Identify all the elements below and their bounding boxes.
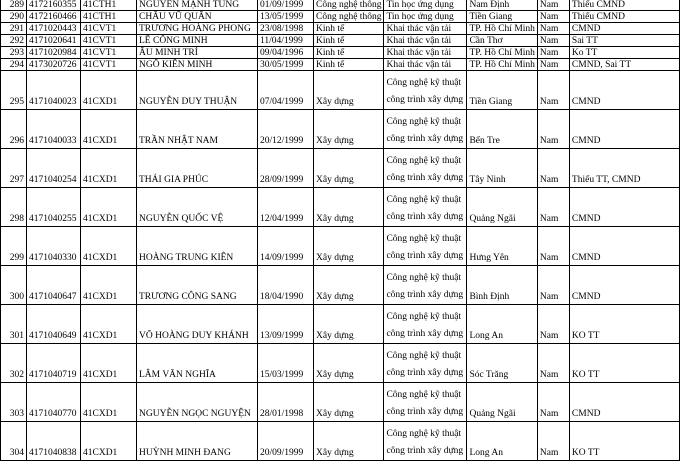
gender-cell: Nam	[537, 149, 569, 188]
faculty-cell: Kinh tế	[314, 59, 384, 71]
class-cell: 41CVT1	[81, 47, 137, 59]
note-cell: CMND	[569, 188, 679, 227]
gender-cell: Nam	[537, 71, 569, 110]
row-number-cell: 295	[1, 71, 27, 110]
class-cell: 41CTH1	[81, 0, 137, 11]
student-id-cell: 4173020726	[27, 59, 81, 71]
table-row	[1, 11, 680, 23]
class-cell: 41CXD1	[81, 149, 137, 188]
gender-cell: Nam	[537, 59, 569, 71]
major-cell: Công nghệ kỹ thuật công trình xây dựng	[384, 188, 467, 227]
class-cell: 41CVT1	[81, 59, 137, 71]
note-cell: KO TT	[569, 344, 679, 383]
row-number-cell: 297	[1, 149, 27, 188]
table-row	[1, 59, 680, 71]
major-cell: Tin học ứng dụng	[384, 0, 467, 11]
full-name-cell: LÊ CÔNG MINH	[137, 35, 258, 47]
student-id-cell: 4171020984	[27, 47, 81, 59]
full-name-cell: LÂM VĂN NGHĨA	[137, 344, 258, 383]
major-cell: Công nghệ kỹ thuật công trình xây dựng	[384, 110, 467, 149]
row-number-cell: 301	[1, 305, 27, 344]
student-id-cell: 4171040330	[27, 227, 81, 266]
note-cell: CMND	[569, 266, 679, 305]
birthplace-cell: Tây Ninh	[467, 149, 537, 188]
major-cell: Công nghệ kỹ thuật công trình xây dựng	[384, 71, 467, 110]
birthplace-cell: TP. Hồ Chí Minh	[467, 59, 537, 71]
gender-cell: Nam	[537, 383, 569, 422]
full-name-cell: NGÔ KIÊN MINH	[137, 59, 258, 71]
table-row	[1, 23, 680, 35]
gender-cell: Nam	[537, 266, 569, 305]
student-id-cell: 4171040033	[27, 110, 81, 149]
full-name-cell: HOÀNG TRUNG KIÊN	[137, 227, 258, 266]
note-cell: CMND	[569, 383, 679, 422]
student-id-cell: 4171040649	[27, 305, 81, 344]
row-number-cell: 300	[1, 266, 27, 305]
major-cell: Tin học ứng dụng	[384, 11, 467, 23]
birthplace-cell: Long An	[467, 305, 537, 344]
major-cell: Công nghệ kỹ thuật công trình xây dựng	[384, 305, 467, 344]
full-name-cell: THÁI GIA PHÚC	[137, 149, 258, 188]
table-row	[1, 47, 680, 59]
table-row	[1, 344, 680, 383]
row-number-cell: 294	[1, 59, 27, 71]
student-id-cell: 4171040770	[27, 383, 81, 422]
gender-cell: Nam	[537, 344, 569, 383]
full-name-cell: HUỲNH MINH ĐANG	[137, 422, 258, 461]
note-cell: CMND	[569, 71, 679, 110]
class-cell: 41CXD1	[81, 71, 137, 110]
birthplace-cell: TP. Hồ Chí Minh	[467, 47, 537, 59]
table-row	[1, 110, 680, 149]
faculty-cell: Xây dựng	[314, 344, 384, 383]
birth-date-cell: 28/01/1998	[258, 383, 314, 422]
gender-cell: Nam	[537, 188, 569, 227]
class-cell: 41CXD1	[81, 344, 137, 383]
birth-date-cell: 13/09/1999	[258, 305, 314, 344]
birthplace-cell: Cần Thơ	[467, 35, 537, 47]
full-name-cell: TRẦN NHẬT NAM	[137, 110, 258, 149]
student-id-cell: 4171040254	[27, 149, 81, 188]
note-cell: CMND	[569, 110, 679, 149]
major-cell: Công nghệ kỹ thuật công trình xây dựng	[384, 227, 467, 266]
student-id-cell: 4171040023	[27, 71, 81, 110]
faculty-cell: Xây dựng	[314, 149, 384, 188]
faculty-cell: Xây dựng	[314, 266, 384, 305]
birth-date-cell: 01/09/1999	[258, 0, 314, 11]
class-cell: 41CVT1	[81, 23, 137, 35]
faculty-cell: Xây dựng	[314, 110, 384, 149]
student-id-cell: 4172160466	[27, 11, 81, 23]
full-name-cell: ÂU MINH TRÍ	[137, 47, 258, 59]
gender-cell: Nam	[537, 35, 569, 47]
note-cell: Thiếu CMND	[569, 0, 679, 11]
major-cell: Khai thác vận tải	[384, 47, 467, 59]
birthplace-cell: Bình Định	[467, 266, 537, 305]
row-number-cell: 298	[1, 188, 27, 227]
student-id-cell: 4171040647	[27, 266, 81, 305]
major-cell: Công nghệ kỹ thuật công trình xây dựng	[384, 383, 467, 422]
birth-date-cell: 30/05/1999	[258, 59, 314, 71]
class-cell: 41CVT1	[81, 35, 137, 47]
gender-cell: Nam	[537, 305, 569, 344]
birthplace-cell: Tiền Giang	[467, 71, 537, 110]
row-number-cell: 290	[1, 11, 27, 23]
faculty-cell: Công nghệ thông	[314, 0, 384, 11]
major-cell: Khai thác vận tải	[384, 35, 467, 47]
note-cell: Ko TT	[569, 47, 679, 59]
full-name-cell: TRƯƠNG CÔNG SANG	[137, 266, 258, 305]
table-row	[1, 149, 680, 188]
class-cell: 41CXD1	[81, 110, 137, 149]
student-id-cell: 4172160355	[27, 0, 81, 11]
class-cell: 41CTH1	[81, 11, 137, 23]
birthplace-cell: Bến Tre	[467, 110, 537, 149]
class-cell: 41CXD1	[81, 188, 137, 227]
full-name-cell: NGUYỄN NGỌC NGUYỆN	[137, 383, 258, 422]
birth-date-cell: 18/04/1990	[258, 266, 314, 305]
birthplace-cell: Sóc Trăng	[467, 344, 537, 383]
gender-cell: Nam	[537, 11, 569, 23]
full-name-cell: NGUYỄN QUỐC VỆ	[137, 188, 258, 227]
major-cell: Công nghệ kỹ thuật công trình xây dựng	[384, 266, 467, 305]
row-number-cell: 289	[1, 0, 27, 11]
table-row	[1, 383, 680, 422]
table-row	[1, 422, 680, 461]
faculty-cell: Xây dựng	[314, 305, 384, 344]
row-number-cell: 299	[1, 227, 27, 266]
table-row	[1, 188, 680, 227]
table-row	[1, 35, 680, 47]
birth-date-cell: 20/09/1999	[258, 422, 314, 461]
gender-cell: Nam	[537, 227, 569, 266]
class-cell: 41CXD1	[81, 422, 137, 461]
note-cell: Sai TT	[569, 35, 679, 47]
birth-date-cell: 14/09/1999	[258, 227, 314, 266]
birthplace-cell: Quảng Ngãi	[467, 383, 537, 422]
table-row	[1, 71, 680, 110]
row-number-cell: 291	[1, 23, 27, 35]
gender-cell: Nam	[537, 0, 569, 11]
student-id-cell: 4171020641	[27, 35, 81, 47]
note-cell: KO TT	[569, 422, 679, 461]
major-cell: Công nghệ kỹ thuật công trình xây dựng	[384, 149, 467, 188]
full-name-cell: NGUYỄN MẠNH TÙNG	[137, 0, 258, 11]
class-cell: 41CXD1	[81, 383, 137, 422]
faculty-cell: Kinh tế	[314, 23, 384, 35]
birthplace-cell: Quảng Ngãi	[467, 188, 537, 227]
student-id-cell: 4171040255	[27, 188, 81, 227]
birth-date-cell: 20/12/1999	[258, 110, 314, 149]
student-id-cell: 4171020443	[27, 23, 81, 35]
birth-date-cell: 07/04/1999	[258, 71, 314, 110]
birth-date-cell: 13/05/1999	[258, 11, 314, 23]
row-number-cell: 293	[1, 47, 27, 59]
faculty-cell: Xây dựng	[314, 422, 384, 461]
gender-cell: Nam	[537, 23, 569, 35]
full-name-cell: VÕ HOÀNG DUY KHÁNH	[137, 305, 258, 344]
birthplace-cell: TP. Hồ Chí Minh	[467, 23, 537, 35]
faculty-cell: Công nghệ thông	[314, 11, 384, 23]
birth-date-cell: 09/04/1996	[258, 47, 314, 59]
row-number-cell: 302	[1, 344, 27, 383]
birth-date-cell: 15/03/1999	[258, 344, 314, 383]
faculty-cell: Xây dựng	[314, 71, 384, 110]
major-cell: Công nghệ kỹ thuật công trình xây dựng	[384, 344, 467, 383]
table-row	[1, 227, 680, 266]
table-row	[1, 266, 680, 305]
full-name-cell: TRƯƠNG HOÀNG PHONG	[137, 23, 258, 35]
birthplace-cell: Nam Định	[467, 0, 537, 11]
class-cell: 41CXD1	[81, 227, 137, 266]
row-number-cell: 304	[1, 422, 27, 461]
note-cell: CMND, Sai TT	[569, 59, 679, 71]
gender-cell: Nam	[537, 422, 569, 461]
note-cell: CMND	[569, 227, 679, 266]
student-id-cell: 4171040719	[27, 344, 81, 383]
faculty-cell: Kinh tế	[314, 35, 384, 47]
faculty-cell: Xây dựng	[314, 383, 384, 422]
birth-date-cell: 11/04/1999	[258, 35, 314, 47]
class-cell: 41CXD1	[81, 266, 137, 305]
faculty-cell: Kinh tế	[314, 47, 384, 59]
gender-cell: Nam	[537, 47, 569, 59]
major-cell: Công nghệ kỹ thuật công trình xây dựng	[384, 422, 467, 461]
row-number-cell: 292	[1, 35, 27, 47]
note-cell: KO TT	[569, 305, 679, 344]
note-cell: Thiếu CMND	[569, 11, 679, 23]
table-row	[1, 305, 680, 344]
faculty-cell: Xây dựng	[314, 227, 384, 266]
birthplace-cell: Tiền Giang	[467, 11, 537, 23]
row-number-cell: 296	[1, 110, 27, 149]
birth-date-cell: 12/04/1999	[258, 188, 314, 227]
student-id-cell: 4171040838	[27, 422, 81, 461]
class-cell: 41CXD1	[81, 305, 137, 344]
table-row	[1, 0, 680, 11]
birth-date-cell: 28/09/1999	[258, 149, 314, 188]
note-cell: Thiếu TT, CMND	[569, 149, 679, 188]
birth-date-cell: 23/08/1998	[258, 23, 314, 35]
major-cell: Khai thác vận tải	[384, 59, 467, 71]
major-cell: Khai thác vận tải	[384, 23, 467, 35]
gender-cell: Nam	[537, 110, 569, 149]
birthplace-cell: Hưng Yên	[467, 227, 537, 266]
note-cell: CMND	[569, 23, 679, 35]
row-number-cell: 303	[1, 383, 27, 422]
full-name-cell: NGUYỄN DUY THUẬN	[137, 71, 258, 110]
faculty-cell: Xây dựng	[314, 188, 384, 227]
full-name-cell: CHÂU VŨ QUÂN	[137, 11, 258, 23]
birthplace-cell: Long An	[467, 422, 537, 461]
